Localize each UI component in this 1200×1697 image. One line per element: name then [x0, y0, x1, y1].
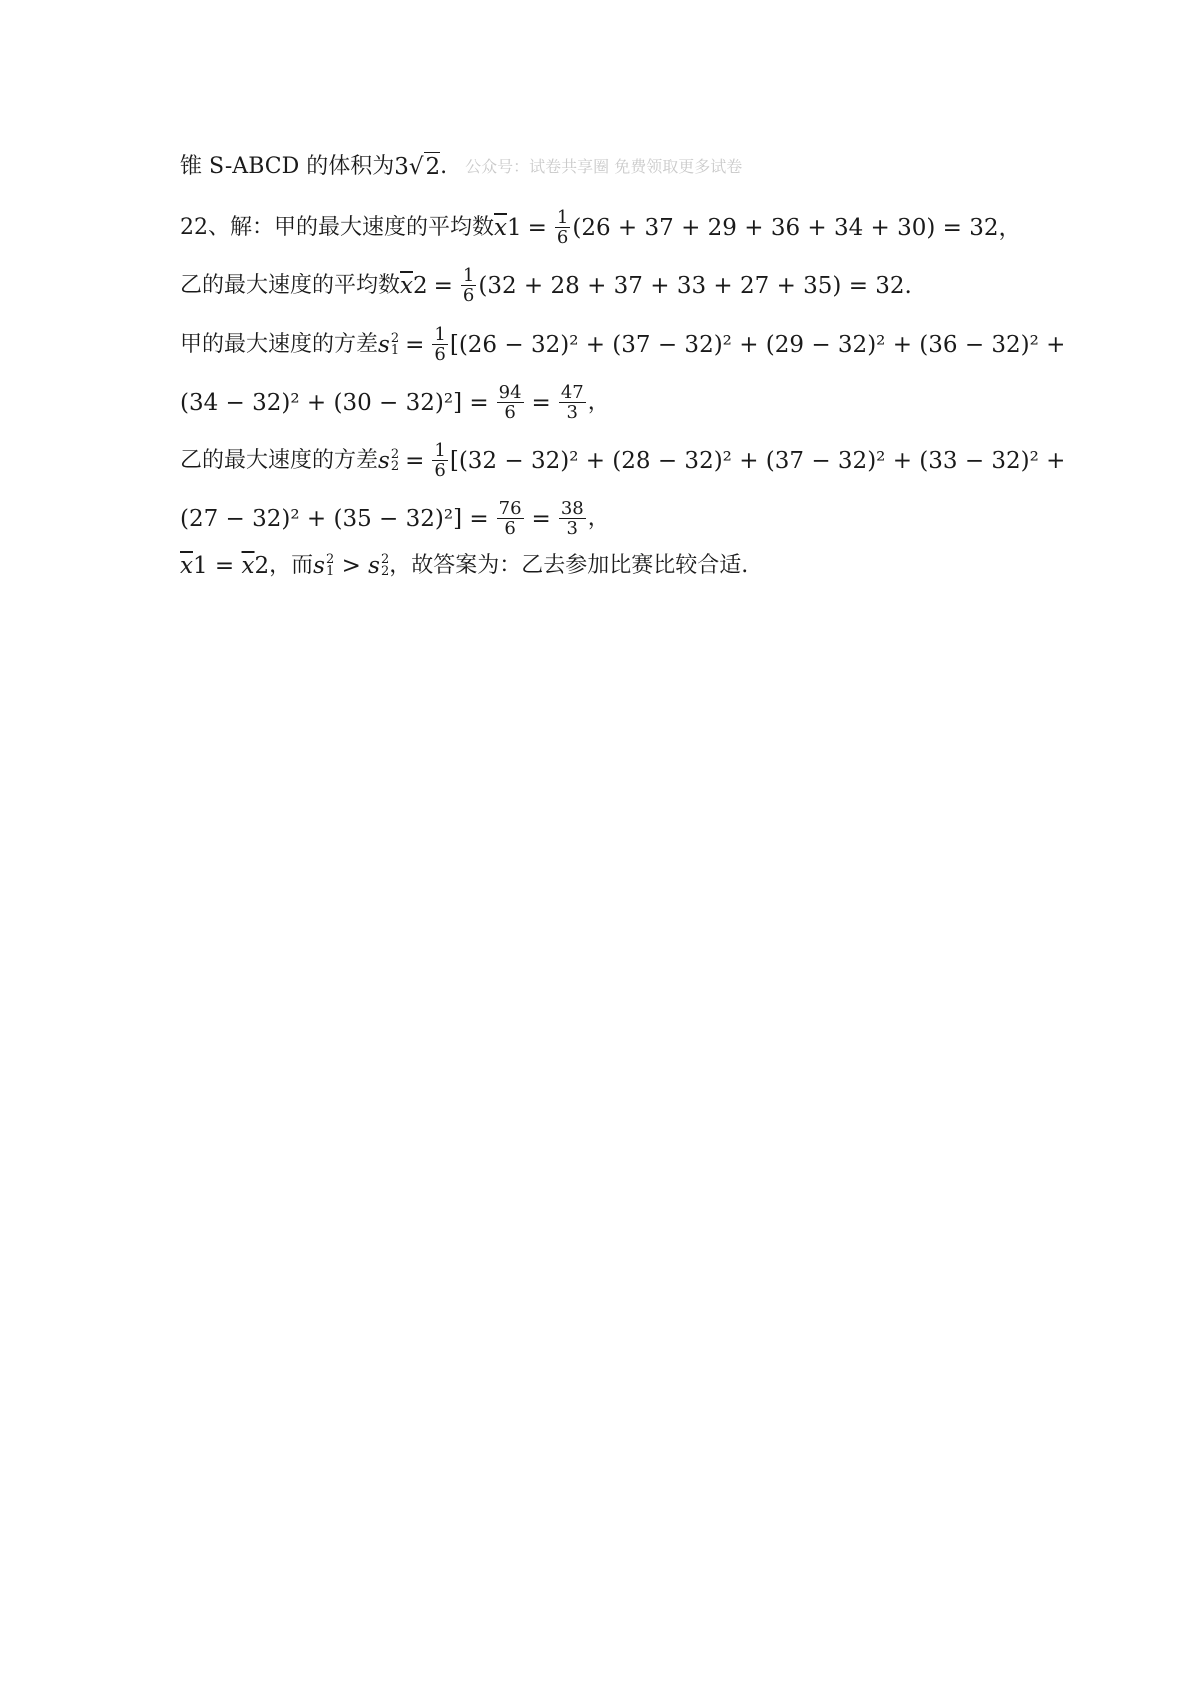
fraction [432, 441, 447, 480]
variance-jia-expression: [(26 − 32)² + (37 − 32)² + (29 − 32)² + (36 − 32)² + [449, 331, 1066, 358]
superscript: 2 [390, 330, 400, 346]
fraction [432, 325, 447, 364]
sub-sup [390, 330, 400, 358]
numerator: 76 [498, 498, 522, 519]
xbar-symbol: $\overline{x}$ [180, 553, 193, 579]
fraction [497, 499, 524, 538]
denominator: 6 [434, 460, 446, 481]
numerator: 38 [560, 498, 584, 519]
greater-than: > [334, 553, 369, 579]
numerator: 1 [434, 324, 446, 345]
denominator: 6 [556, 227, 569, 248]
variance-jia-line [180, 325, 1065, 364]
xbar-symbol: $\overline{x}$ [494, 214, 507, 241]
variance-yi-line [180, 441, 1065, 480]
subscript: 1 [390, 342, 400, 358]
numerator: 47 [560, 382, 584, 403]
fraction [461, 266, 476, 305]
fraction [555, 208, 570, 247]
mean-yi-text: 乙的最大速度的平均数 [180, 272, 401, 298]
superscript: 2 [380, 552, 390, 567]
variance-yi-text: 乙的最大速度的方差 [180, 447, 379, 473]
mean-jia-line [180, 208, 1022, 247]
equals: = [405, 447, 425, 474]
superscript: 2 [325, 552, 335, 567]
numerator: 1 [462, 265, 475, 286]
s-symbol: s [313, 553, 325, 579]
mean-jia-expression: (26 + 37 + 29 + 36 + 34 + 30) = 32， [572, 214, 1022, 241]
denominator: 3 [566, 402, 578, 423]
numerator: 1 [434, 440, 446, 461]
subscript: 1 [192, 553, 208, 579]
volume-line [180, 152, 742, 181]
equals: = [531, 505, 551, 532]
fraction [559, 383, 586, 422]
sqrt-radicand: 2 [425, 154, 441, 180]
variance-yi-expression: [(32 − 32)² + (28 − 32)² + (37 − 32)² + (33 − 32)² + [449, 447, 1066, 474]
variance-jia-expression-2: (34 − 32)² + (30 − 32)²] = [180, 389, 489, 416]
conclusion-text: ，故答案为：乙去参加比赛比较合适. [389, 553, 749, 578]
numerator: 1 [556, 207, 569, 228]
volume-coefficient: 3 [394, 153, 409, 180]
denominator: 6 [434, 344, 446, 365]
s-symbol: s [368, 553, 380, 579]
variance-jia-text: 甲的最大速度的方差 [180, 331, 379, 357]
denominator: 3 [566, 518, 578, 539]
subscript: 1 [506, 214, 522, 241]
volume-text: 锥 S-ABCD 的体积为 [180, 153, 395, 179]
mean-yi-line [180, 266, 912, 305]
fraction [497, 383, 524, 422]
subscript: 2 [413, 272, 428, 299]
equals: = [207, 553, 242, 579]
xbar-symbol: $\overline{x}$ [241, 553, 255, 579]
equals: = [527, 214, 547, 241]
xbar-symbol: $\overline{x}$ [400, 272, 413, 299]
sub-sup [381, 554, 389, 578]
volume-end: . [440, 153, 448, 179]
conclusion-connector: ，而 [269, 553, 314, 578]
sqrt-sign: √ [408, 153, 424, 180]
subscript: 2 [390, 458, 400, 474]
sub-sup [390, 446, 400, 474]
variance-jia-line-2 [180, 383, 610, 422]
subscript: 1 [325, 564, 335, 579]
variance-yi-line-2 [180, 499, 610, 538]
conclusion-line [180, 552, 748, 580]
subscript: 2 [380, 564, 390, 579]
mean-yi-expression: (32 + 28 + 37 + 33 + 27 + 35) = 32. [478, 272, 912, 299]
equals: = [405, 331, 425, 358]
equals: = [531, 389, 551, 416]
subscript: 2 [254, 553, 270, 579]
denominator: 6 [462, 285, 475, 306]
watermark: 公众号：试卷共享圈 免费领取更多试卷 [465, 156, 743, 176]
fraction [559, 499, 586, 538]
equals: = [433, 272, 453, 299]
superscript: 2 [390, 446, 400, 462]
numerator: 94 [498, 382, 522, 403]
mean-jia-text: 22、解：甲的最大速度的平均数 [180, 214, 494, 240]
line-end: ， [587, 389, 610, 415]
s-symbol: s [378, 447, 390, 474]
variance-yi-expression-2: (27 − 32)² + (35 − 32)²] = [180, 505, 489, 532]
denominator: 6 [504, 518, 516, 539]
sub-sup [326, 554, 334, 578]
line-end: ， [587, 505, 610, 531]
s-symbol: s [378, 331, 390, 358]
denominator: 6 [504, 402, 516, 423]
